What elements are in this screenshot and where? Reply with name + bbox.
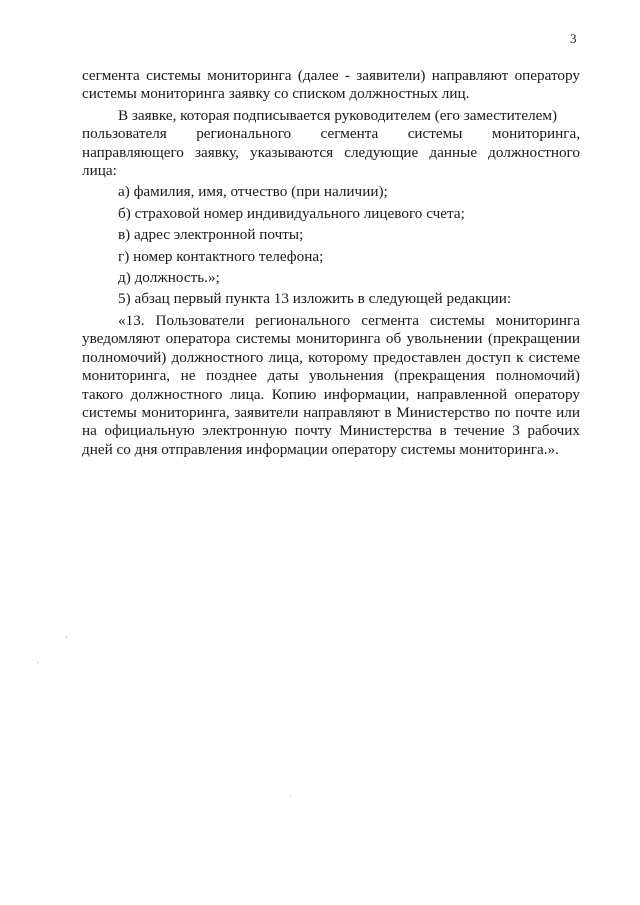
paragraph-application-line-2 — [82, 125, 580, 143]
word: сегмента — [320, 125, 379, 143]
list-item-email: в) адрес электронной почты; — [118, 226, 304, 244]
word: регионального — [196, 125, 292, 143]
word: системы — [407, 125, 463, 143]
paragraph-item-13: «13. Пользователи регионального сегмента системы мониторинга уведомляют оператора системы мониторинга об увольнении (прекращении полномочий) должностного лица, которому предоставлен доступ к системе мониторинга, не позднее даты увольнения (прекращения полномочий) такого должностного лица. Копию информации, направленной оператору системы мониторинга, заявители направляют в Министерство по почте или на официальную электронную почту Министерства в течение 3 рабочих дней со дня отправления информации оператору системы мониторинга.». — [82, 311, 580, 458]
list-item-phone: г) номер контактного телефона; — [118, 247, 324, 265]
list-item-position: д) должность.»; — [118, 269, 220, 287]
scan-speck — [66, 636, 67, 638]
paragraph-applicants: сегмента системы мониторинга (далее - заявители) направляют оператору системы мониторинга заявку со списком должностных лиц. — [82, 67, 580, 103]
paragraph-application-rest: направляющего заявку, указываются следующие данные должностного лица: — [82, 143, 580, 180]
page-number: 3 — [570, 31, 577, 46]
scan-speck — [37, 662, 39, 663]
document-body — [82, 67, 580, 459]
word: пользователя — [82, 125, 167, 143]
scan-speck — [290, 795, 291, 796]
word: мониторинга, — [491, 125, 580, 143]
list-item-full-name: а) фамилия, имя, отчество (при наличии); — [118, 183, 388, 201]
list-item-snils: б) страховой номер индивидуального лицевого счета; — [118, 204, 465, 222]
scan-speck — [402, 458, 403, 459]
paragraph-application-line-1: В заявке, которая подписывается руководителем (его заместителем) — [118, 106, 558, 124]
list-item-amendment: 5) абзац первый пункта 13 изложить в следующей редакции: — [118, 290, 512, 308]
